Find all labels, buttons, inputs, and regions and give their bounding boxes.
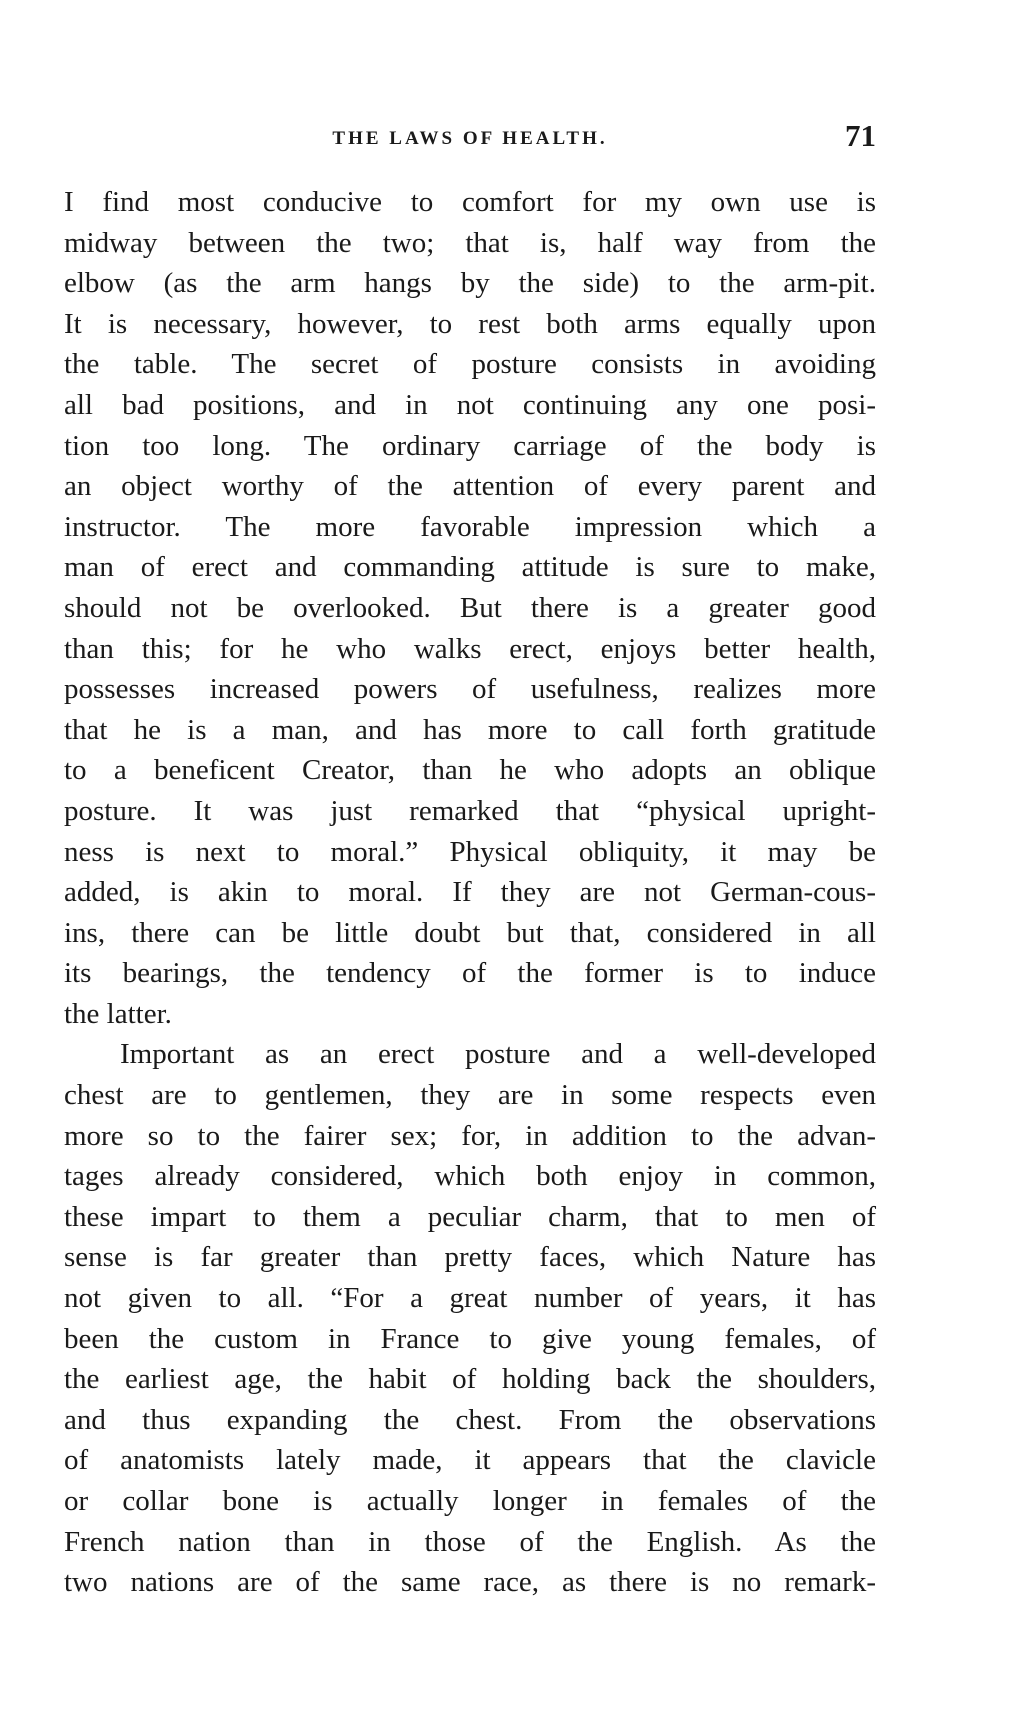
text-line: French nation than in those of the English. As the: [64, 1525, 876, 1558]
text-line: an object worthy of the attention of every parent and: [64, 470, 876, 503]
text-line: not given to all. “For a great number of years, it has: [64, 1282, 876, 1315]
text-line: sense is far greater than pretty faces, which Nature has: [64, 1241, 876, 1274]
running-head: [64, 118, 876, 158]
text-line: added, is akin to moral. If they are not German-cous-: [64, 876, 876, 909]
text-line: these impart to them a peculiar charm, that to men of: [64, 1200, 876, 1233]
text-line: Important as an erect posture and a well-developed: [120, 1038, 876, 1071]
text-line: two nations are of the same race, as there is no remark-: [64, 1566, 876, 1599]
text-line: I find most conducive to comfort for my own use is: [64, 186, 876, 218]
text-line: should not be overlooked. But there is a greater good: [64, 591, 876, 624]
text-line: instructor. The more favorable impression which a: [64, 510, 876, 543]
body-text: [64, 182, 876, 1603]
text-line: chest are to gentlemen, they are in some respects even: [64, 1079, 876, 1112]
text-line: that he is a man, and has more to call forth gratitude: [64, 713, 876, 746]
text-line: midway between the two; that is, half way from the: [64, 226, 876, 259]
text-line: elbow (as the arm hangs by the side) to the arm-pit.: [64, 267, 876, 300]
text-line: possesses increased powers of usefulness, realizes more: [64, 673, 876, 706]
text-line: and thus expanding the chest. From the observations: [64, 1403, 876, 1436]
text-line: its bearings, the tendency of the former is to induce: [64, 957, 876, 990]
page-number: 71: [845, 118, 876, 153]
text-line: It is necessary, however, to rest both arms equally upon: [64, 307, 876, 340]
text-line: the earliest age, the habit of holding back the shoulders,: [64, 1363, 876, 1396]
running-title: THE LAWS OF HEALTH.: [332, 128, 608, 149]
text-line: the table. The secret of posture consists in avoiding: [64, 348, 876, 381]
paragraph-1: [64, 182, 876, 1034]
text-line: posture. It was just remarked that “physical upright-: [64, 794, 876, 827]
text-line: more so to the fairer sex; for, in addition to the advan-: [64, 1119, 876, 1152]
text-line: of anatomists lately made, it appears that the clavicle: [64, 1444, 876, 1477]
text-line: ins, there can be little doubt but that, considered in all: [64, 916, 876, 949]
text-line: all bad positions, and in not continuing any one posi-: [64, 388, 876, 421]
text-line: the latter.: [64, 997, 172, 1030]
text-line: man of erect and commanding attitude is sure to make,: [64, 551, 876, 584]
text-line: than this; for he who walks erect, enjoys better health,: [64, 632, 876, 665]
paragraph-2: [64, 1034, 876, 1602]
text-line: ness is next to moral.” Physical obliquity, it may be: [64, 835, 876, 868]
text-line: tages already considered, which both enjoy in common,: [64, 1160, 876, 1193]
text-line: or collar bone is actually longer in females of the: [64, 1485, 876, 1517]
text-line: been the custom in France to give young females, of: [64, 1322, 876, 1355]
text-line: tion too long. The ordinary carriage of the body is: [64, 429, 876, 462]
text-line: to a beneficent Creator, than he who adopts an oblique: [64, 754, 876, 787]
